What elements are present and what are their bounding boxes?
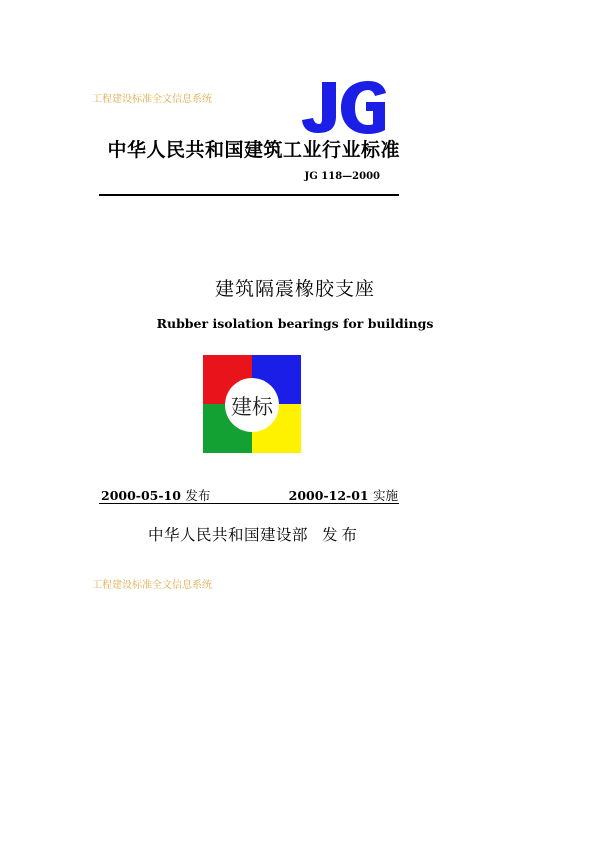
- publisher-line: [148, 523, 361, 545]
- publisher-name: 中华人民共和国建设部: [148, 526, 309, 544]
- document-title-cn: 建筑隔震橡胶支座: [214, 278, 375, 300]
- emblem-icon: [203, 355, 301, 453]
- implement-date-line: [280, 486, 398, 504]
- watermark-top: 工程建设标准全文信息系统: [92, 94, 212, 105]
- issue-label: 发布: [185, 488, 211, 503]
- issue-date: 2000-05-10: [101, 488, 181, 503]
- document-title-en: Rubber isolation bearings for buildings: [156, 316, 434, 331]
- publisher-action: 发布: [322, 526, 362, 544]
- standard-code: JG 118—2000: [304, 171, 380, 182]
- emblem-text: 建标: [231, 395, 273, 419]
- jg-logo-icon: [300, 78, 388, 136]
- issue-date-line: [101, 486, 210, 504]
- watermark-bottom: 工程建设标准全文信息系统: [92, 580, 212, 591]
- logo-letter-g: [341, 81, 386, 134]
- org-title: 中华人民共和国建筑工业行业标准: [107, 139, 400, 161]
- jg-logo: [300, 78, 390, 138]
- logo-letter-j: [302, 82, 336, 133]
- dates-divider: [99, 503, 399, 504]
- implement-label: 实施: [372, 488, 398, 503]
- header-divider: [99, 194, 399, 196]
- implement-date: 2000-12-01: [288, 488, 369, 503]
- jianbiao-emblem: [203, 355, 301, 453]
